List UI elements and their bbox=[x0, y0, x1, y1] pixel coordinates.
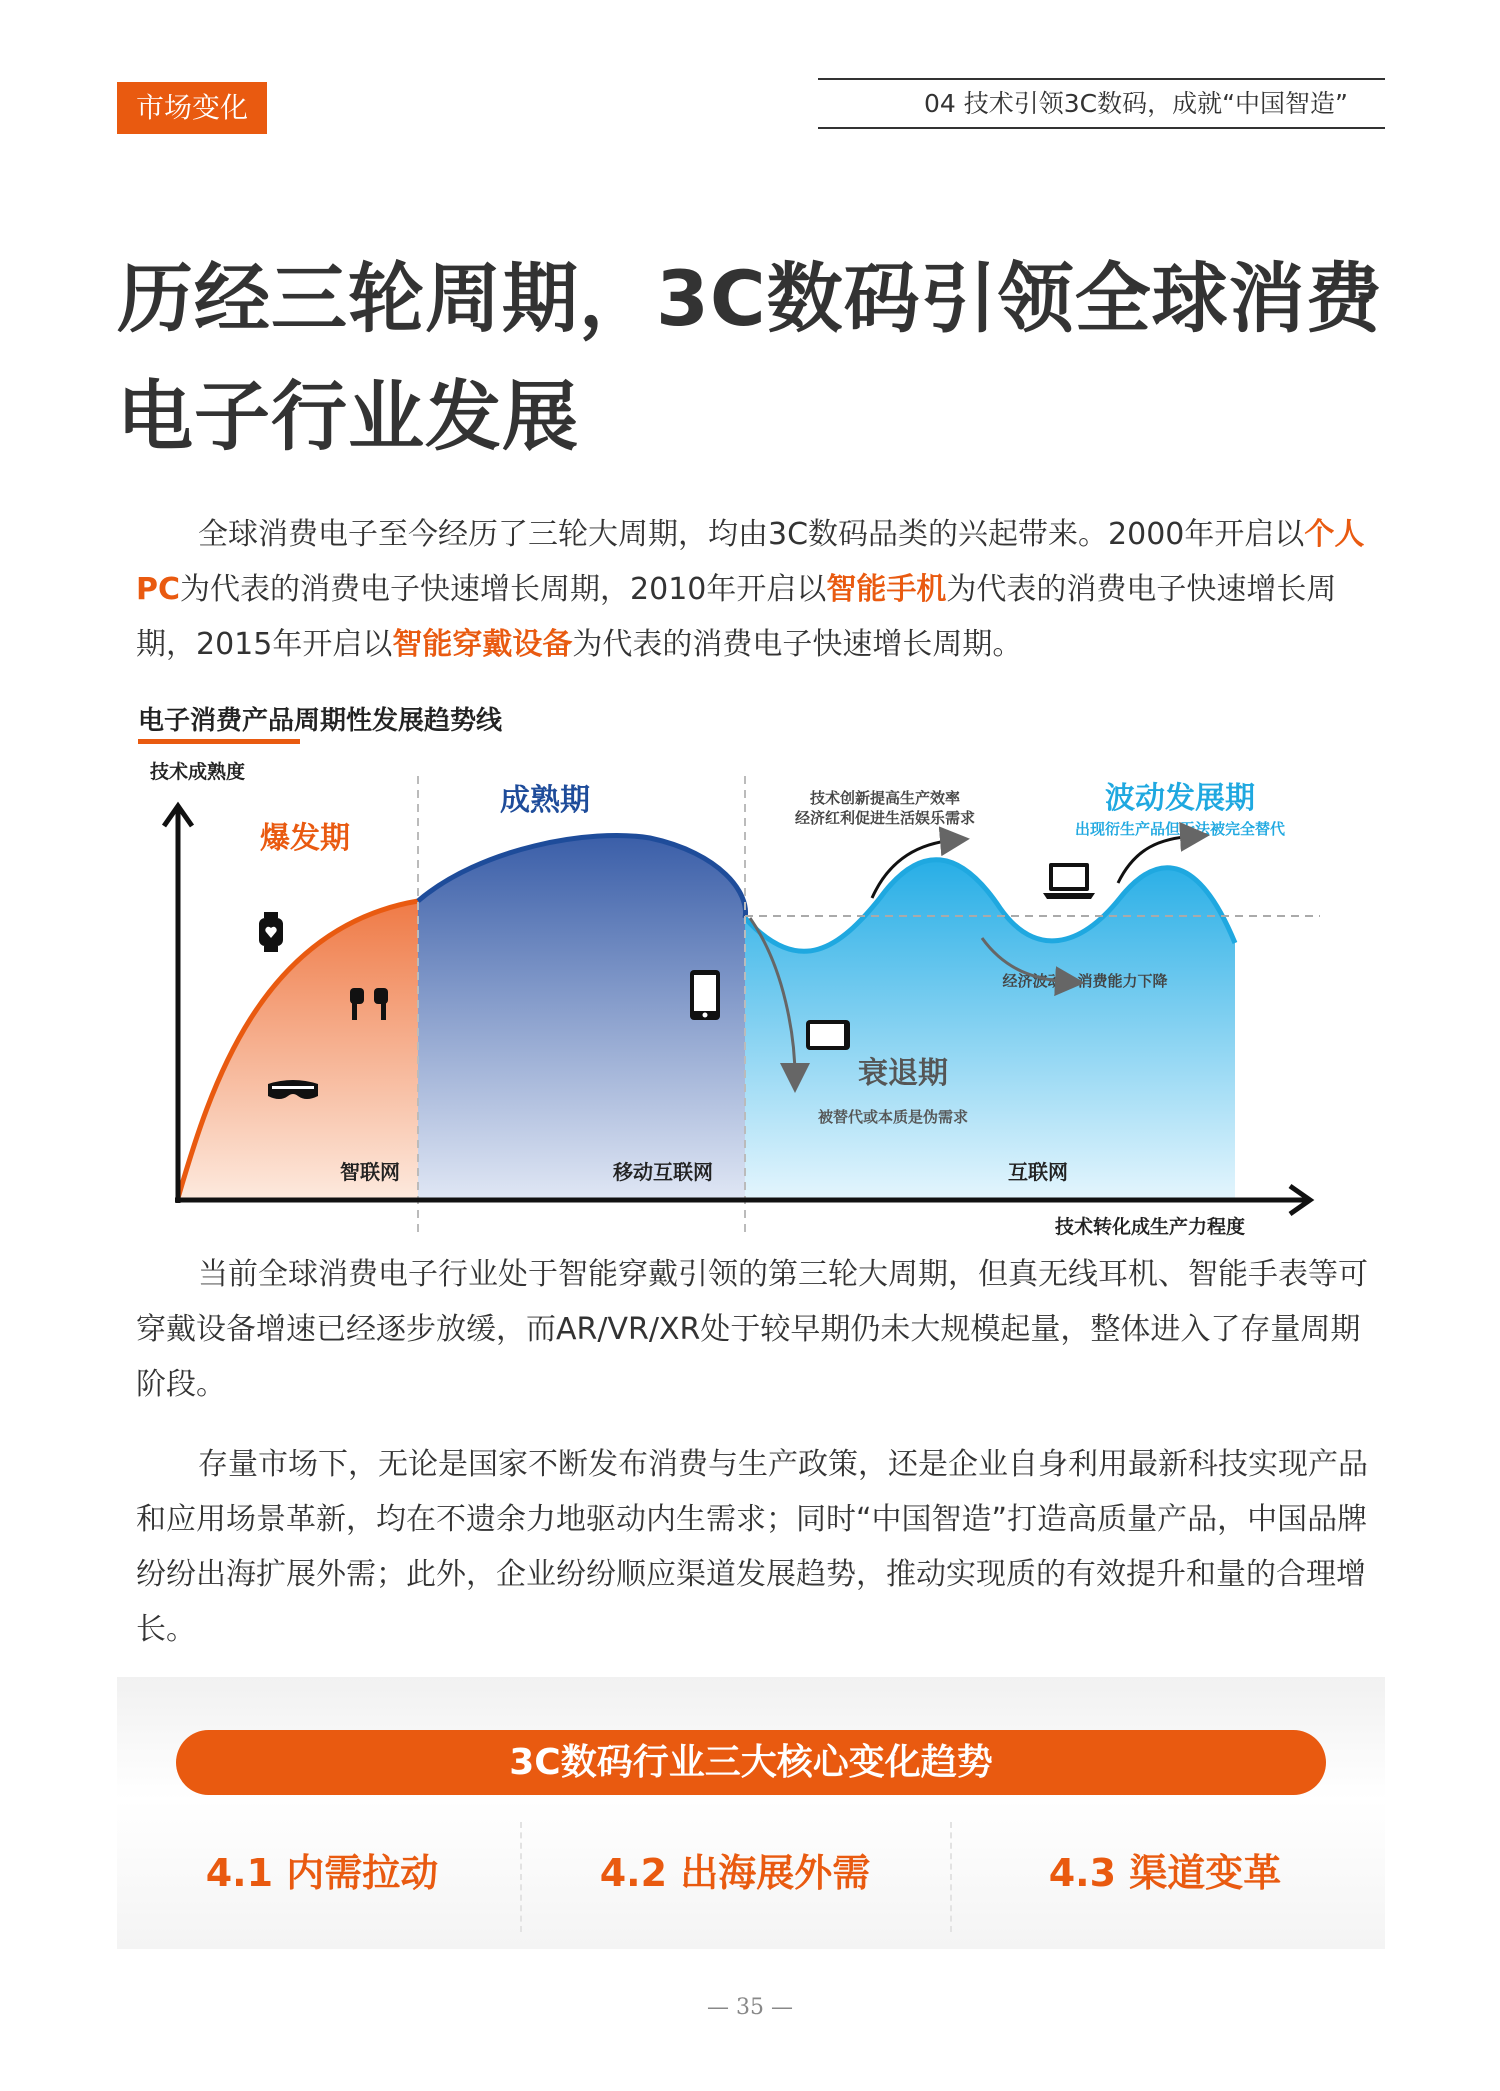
smartwatch-icon bbox=[259, 912, 283, 952]
phase-label-wave: 波动发展期 bbox=[1105, 781, 1255, 816]
intro-text-4: 为代表的消费电子快速增长周期。 bbox=[572, 627, 1023, 662]
era-label-internet: 互联网 bbox=[1008, 1160, 1068, 1184]
laptop-icon bbox=[1043, 863, 1095, 899]
tablet-icon bbox=[806, 1020, 850, 1050]
phase-sub-wave: 出现衍生产品但无法被完全替代 bbox=[1074, 820, 1286, 838]
header-rule-top bbox=[818, 78, 1385, 80]
chart-title: 电子消费产品周期性发展趋势线 bbox=[138, 706, 503, 736]
trend-divider-1 bbox=[520, 1822, 522, 1932]
section-tag: 市场变化 bbox=[117, 82, 267, 134]
phase-label-decline: 衰退期 bbox=[858, 1056, 948, 1091]
page-title-line1: 历经三轮周期，3C数码引领全球消费 bbox=[117, 254, 1383, 343]
phase-label-mature: 成熟期 bbox=[500, 783, 590, 818]
intro-paragraph bbox=[136, 507, 1368, 672]
trend-item-domestic-demand: 4.1 内需拉动 bbox=[205, 1851, 439, 1895]
page-title-line2: 电子行业发展 bbox=[117, 372, 579, 461]
burst-phase-area bbox=[178, 901, 418, 1198]
trend-divider-2 bbox=[950, 1822, 952, 1932]
highlight-smartphone: 智能手机 bbox=[826, 572, 947, 607]
cycle-trend-chart bbox=[120, 748, 1340, 1248]
highlight-pc: 个人PC bbox=[136, 517, 1365, 607]
y-axis-label: 技术成熟度 bbox=[150, 761, 246, 783]
annotation-economy: 经济波动，消费能力下降 bbox=[1002, 972, 1168, 990]
annotation-innovation-2: 经济红利促进生活娱乐需求 bbox=[794, 809, 976, 827]
body-paragraph-2: 当前全球消费电子行业处于智能穿戴引领的第三轮大周期，但真无线耳机、智能手表等可穿戴设备增速已经逐步放缓，而AR/VR/XR处于较早期仍未大规模起量，整体进入了存量周期阶段。 bbox=[136, 1257, 1368, 1402]
body-paragraph-3: 存量市场下，无论是国家不断发布消费与生产政策，还是企业自身利用最新科技实现产品和应用场景革新，均在不遗余力地驱动内生需求；同时“中国智造”打造高质量产品，中国品牌纷纷出海扩展外需；此外，企业纷纷顺应渠道发展趋势，推动实现质的有效提升和量的合理增长。 bbox=[136, 1447, 1368, 1647]
trend-banner: 3C数码行业三大核心变化趋势 bbox=[176, 1730, 1326, 1795]
annotation-innovation-1: 技术创新提高生产效率 bbox=[809, 789, 961, 807]
header-rule-bottom bbox=[818, 127, 1385, 129]
intro-text-2: 为代表的消费电子快速增长周期，2010年开启以 bbox=[180, 572, 827, 607]
chart-title-underline bbox=[138, 739, 300, 744]
trend-box bbox=[117, 1677, 1385, 1949]
phase-label-burst: 爆发期 bbox=[260, 821, 350, 856]
era-label-mobile-internet: 移动互联网 bbox=[613, 1160, 713, 1184]
trend-item-channel: 4.3 渠道变革 bbox=[1048, 1851, 1282, 1895]
trend-item-overseas: 4.2 出海展外需 bbox=[599, 1851, 871, 1895]
intro-text-3: 为代表的消费电子快速增长周期，2015年开启以 bbox=[136, 572, 1337, 662]
page-title bbox=[117, 240, 1397, 476]
intro-text-1: 全球消费电子至今经历了三轮大周期，均由3C数码品类的兴起带来。2000年开启以 bbox=[198, 517, 1305, 552]
era-label-iot: 智联网 bbox=[340, 1160, 400, 1184]
smartphone-icon bbox=[690, 970, 720, 1020]
highlight-wearables: 智能穿戴设备 bbox=[392, 627, 573, 662]
chapter-title: 04 技术引领3C数码，成就“中国智造” bbox=[923, 89, 1348, 118]
phase-sub-decline: 被替代或本质是伪需求 bbox=[817, 1108, 969, 1126]
page-number: — 35 — bbox=[707, 1995, 793, 2020]
x-axis-label: 技术转化成生产力程度 bbox=[1055, 1216, 1246, 1238]
